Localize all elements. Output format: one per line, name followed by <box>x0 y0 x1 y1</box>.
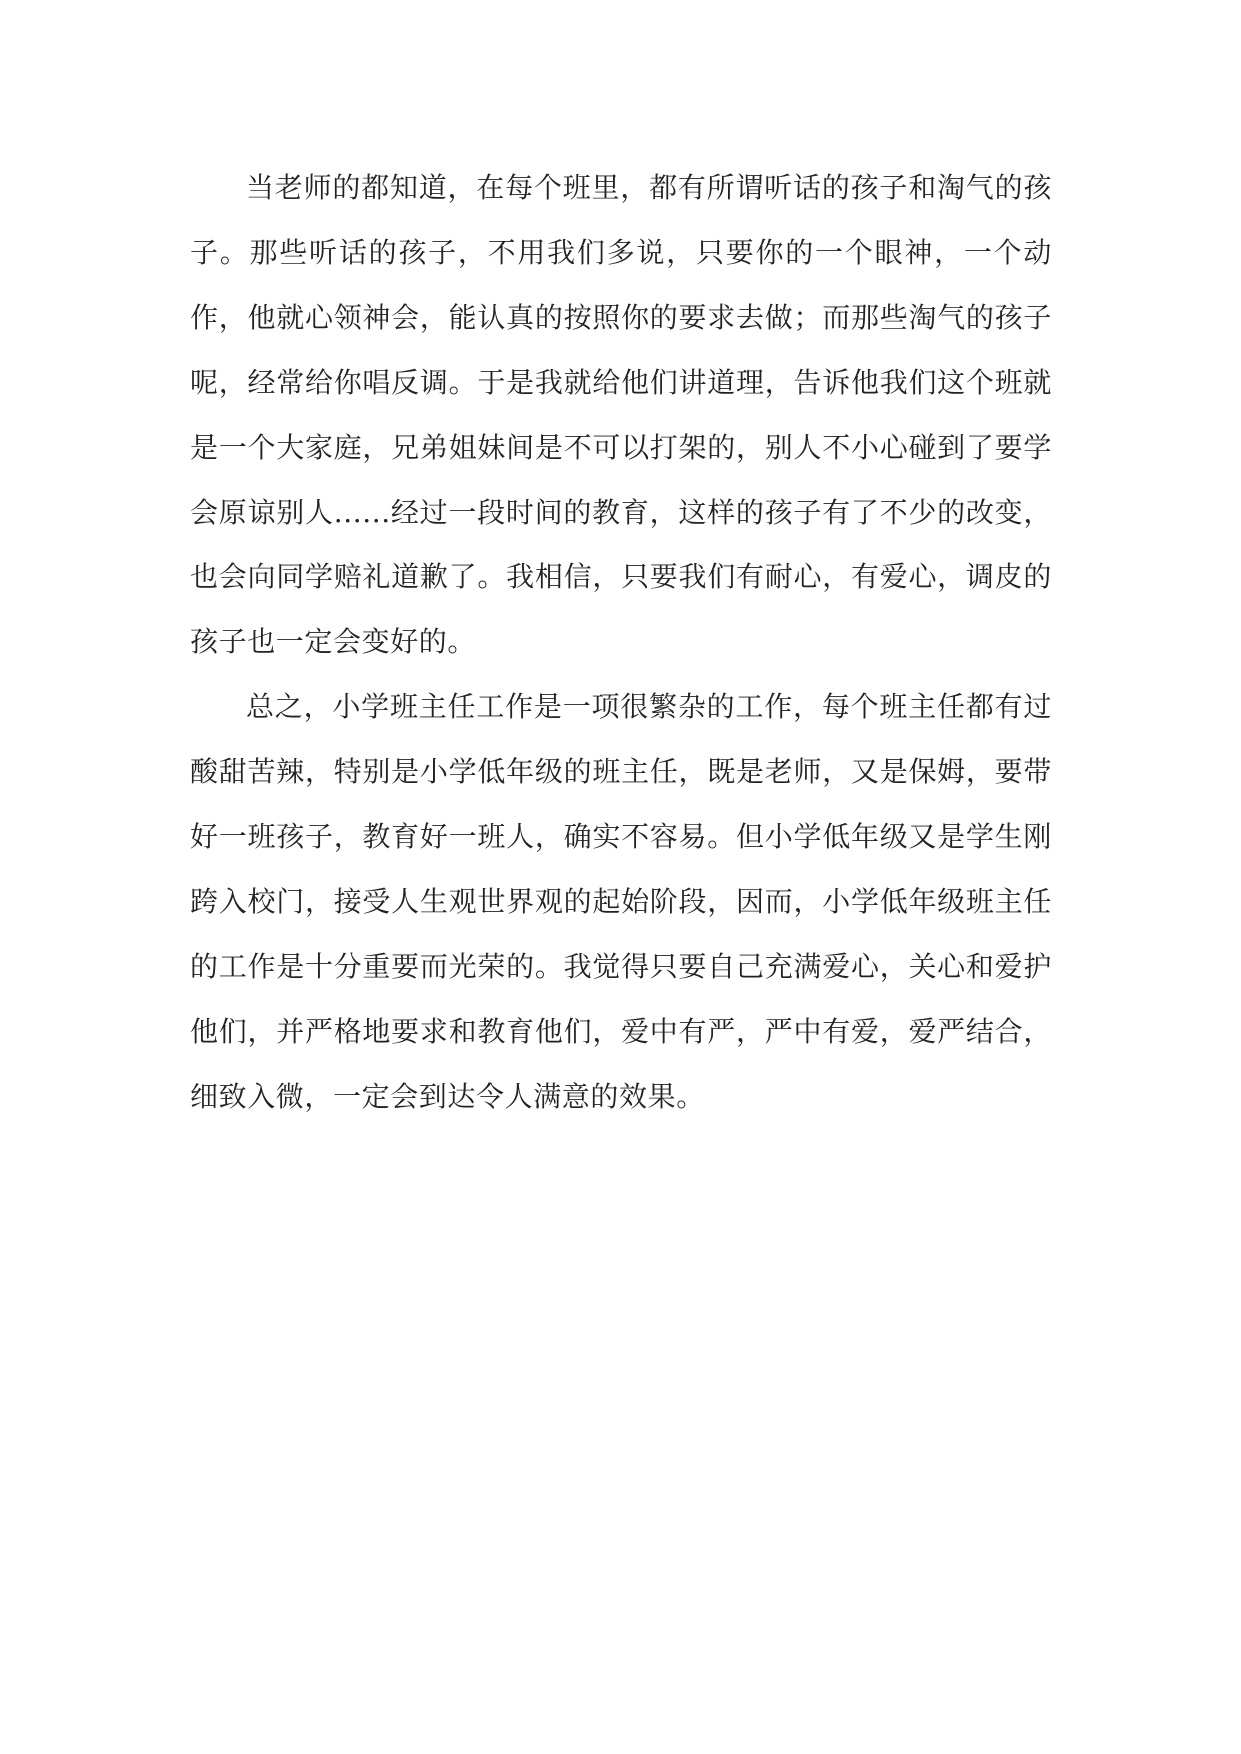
body-text <box>190 156 1052 1130</box>
paragraph-2: 总之，小学班主任工作是一项很繁杂的工作，每个班主任都有过酸甜苦辣，特别是小学低年级的班主任，既是老师，又是保姆，要带好一班孩子，教育好一班人，确实不容易。但小学低年级又是学生刚跨入校门，接受人生观世界观的起始阶段，因而，小学低年级班主任的工作是十分重要而光荣的。我觉得只要自己充满爱心，关心和爱护他们，并严格地要求和教育他们，爱中有严，严中有爱，爱严结合，细致入微，一定会到达令人满意的效果。 <box>190 690 1052 1113</box>
paragraph-1: 当老师的都知道，在每个班里，都有所谓听话的孩子和淘气的孩子。那些听话的孩子，不用我们多说，只要你的一个眼神，一个动作，他就心领神会，能认真的按照你的要求去做；而那些淘气的孩子呢，经常给你唱反调。于是我就给他们讲道理，告诉他我们这个班就是一个大家庭，兄弟姐妹间是不可以打架的，别人不小心碰到了要学会原谅别人......经过一段时间的教育，这样的孩子有了不少的改变，也会向同学赔礼道歉了。我相信，只要我们有耐心，有爱心，调皮的孩子也一定会变好的。 <box>190 171 1052 659</box>
